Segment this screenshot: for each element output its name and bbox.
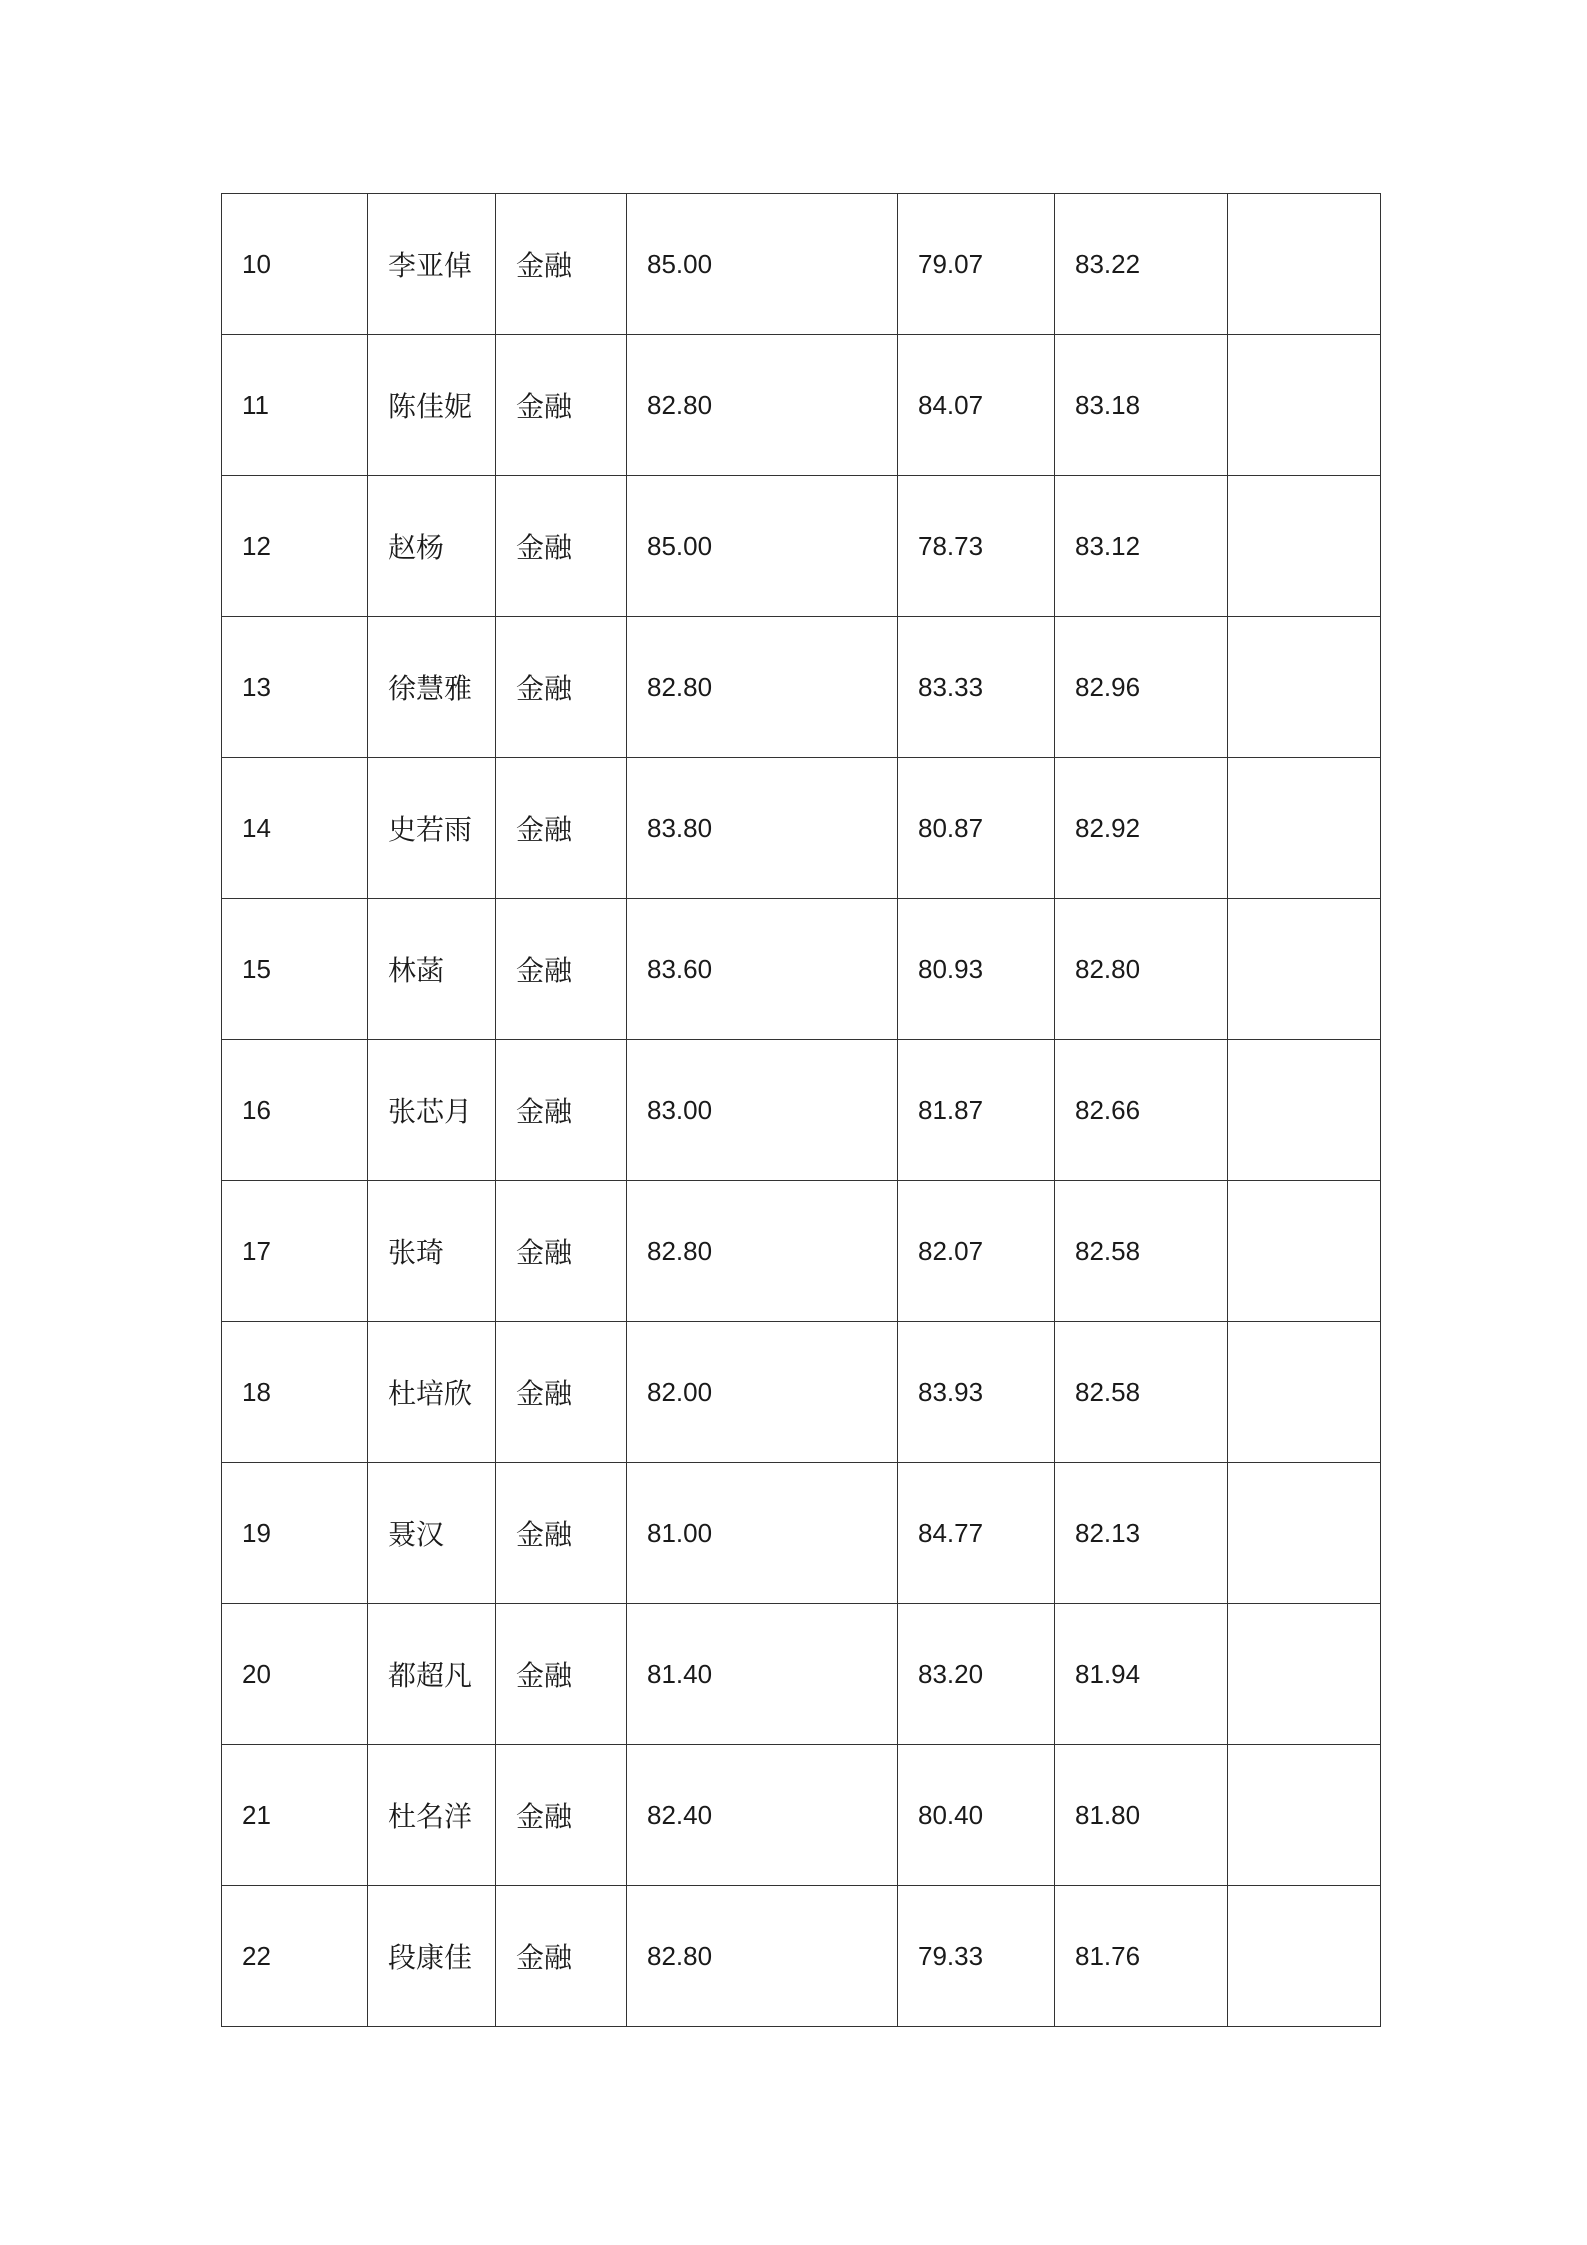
row-number-cell: 12 (222, 476, 368, 617)
interview-score-cell: 84.07 (898, 335, 1055, 476)
row-number-cell: 21 (222, 1745, 368, 1886)
name-cell: 李亚倬 (368, 194, 496, 335)
note-cell (1228, 194, 1381, 335)
name-cell: 段康佳 (368, 1886, 496, 2027)
interview-score-cell: 83.33 (898, 617, 1055, 758)
total-score-cell: 82.13 (1055, 1463, 1228, 1604)
interview-score-cell: 82.07 (898, 1181, 1055, 1322)
name-cell: 张芯月 (368, 1040, 496, 1181)
note-cell (1228, 1322, 1381, 1463)
row-number-cell: 18 (222, 1322, 368, 1463)
written-score-cell: 82.80 (627, 1886, 898, 2027)
total-score-cell: 81.76 (1055, 1886, 1228, 2027)
table-row (222, 1181, 1381, 1322)
name-cell: 陈佳妮 (368, 335, 496, 476)
note-cell (1228, 1886, 1381, 2027)
major-cell: 金融 (496, 194, 627, 335)
written-score-cell: 82.40 (627, 1745, 898, 1886)
name-cell: 张琦 (368, 1181, 496, 1322)
name-cell: 杜培欣 (368, 1322, 496, 1463)
note-cell (1228, 1463, 1381, 1604)
major-cell: 金融 (496, 1463, 627, 1604)
row-number-cell: 10 (222, 194, 368, 335)
total-score-cell: 81.80 (1055, 1745, 1228, 1886)
major-cell: 金融 (496, 1745, 627, 1886)
name-cell: 徐慧雅 (368, 617, 496, 758)
total-score-cell: 81.94 (1055, 1604, 1228, 1745)
table-row (222, 617, 1381, 758)
name-cell: 聂汉 (368, 1463, 496, 1604)
interview-score-cell: 83.20 (898, 1604, 1055, 1745)
major-cell: 金融 (496, 476, 627, 617)
table-row (222, 1040, 1381, 1181)
note-cell (1228, 1040, 1381, 1181)
written-score-cell: 81.40 (627, 1604, 898, 1745)
major-cell: 金融 (496, 1322, 627, 1463)
note-cell (1228, 335, 1381, 476)
major-cell: 金融 (496, 1181, 627, 1322)
row-number-cell: 11 (222, 335, 368, 476)
written-score-cell: 82.80 (627, 335, 898, 476)
major-cell: 金融 (496, 617, 627, 758)
row-number-cell: 13 (222, 617, 368, 758)
interview-score-cell: 79.07 (898, 194, 1055, 335)
note-cell (1228, 1181, 1381, 1322)
interview-score-cell: 84.77 (898, 1463, 1055, 1604)
total-score-cell: 83.22 (1055, 194, 1228, 335)
table-row (222, 1745, 1381, 1886)
interview-score-cell: 81.87 (898, 1040, 1055, 1181)
written-score-cell: 85.00 (627, 476, 898, 617)
table-row (222, 194, 1381, 335)
interview-score-cell: 78.73 (898, 476, 1055, 617)
written-score-cell: 83.80 (627, 758, 898, 899)
note-cell (1228, 1604, 1381, 1745)
score-table (221, 193, 1381, 2027)
table-row (222, 1322, 1381, 1463)
name-cell: 杜名洋 (368, 1745, 496, 1886)
row-number-cell: 14 (222, 758, 368, 899)
interview-score-cell: 83.93 (898, 1322, 1055, 1463)
written-score-cell: 83.60 (627, 899, 898, 1040)
table-row (222, 1463, 1381, 1604)
name-cell: 史若雨 (368, 758, 496, 899)
row-number-cell: 17 (222, 1181, 368, 1322)
major-cell: 金融 (496, 1604, 627, 1745)
interview-score-cell: 80.40 (898, 1745, 1055, 1886)
note-cell (1228, 617, 1381, 758)
note-cell (1228, 476, 1381, 617)
row-number-cell: 20 (222, 1604, 368, 1745)
table-row (222, 899, 1381, 1040)
row-number-cell: 22 (222, 1886, 368, 2027)
total-score-cell: 83.18 (1055, 335, 1228, 476)
table-row (222, 335, 1381, 476)
table-row (222, 1886, 1381, 2027)
total-score-cell: 82.66 (1055, 1040, 1228, 1181)
written-score-cell: 81.00 (627, 1463, 898, 1604)
note-cell (1228, 1745, 1381, 1886)
total-score-cell: 82.58 (1055, 1181, 1228, 1322)
name-cell: 赵杨 (368, 476, 496, 617)
table-row (222, 1604, 1381, 1745)
written-score-cell: 83.00 (627, 1040, 898, 1181)
total-score-cell: 82.92 (1055, 758, 1228, 899)
name-cell: 都超凡 (368, 1604, 496, 1745)
total-score-cell: 82.58 (1055, 1322, 1228, 1463)
written-score-cell: 82.80 (627, 1181, 898, 1322)
major-cell: 金融 (496, 758, 627, 899)
interview-score-cell: 80.87 (898, 758, 1055, 899)
written-score-cell: 82.00 (627, 1322, 898, 1463)
major-cell: 金融 (496, 1040, 627, 1181)
written-score-cell: 82.80 (627, 617, 898, 758)
interview-score-cell: 79.33 (898, 1886, 1055, 2027)
note-cell (1228, 758, 1381, 899)
name-cell: 林菡 (368, 899, 496, 1040)
row-number-cell: 16 (222, 1040, 368, 1181)
major-cell: 金融 (496, 335, 627, 476)
interview-score-cell: 80.93 (898, 899, 1055, 1040)
total-score-cell: 82.80 (1055, 899, 1228, 1040)
total-score-cell: 82.96 (1055, 617, 1228, 758)
row-number-cell: 19 (222, 1463, 368, 1604)
major-cell: 金融 (496, 1886, 627, 2027)
major-cell: 金融 (496, 899, 627, 1040)
table-row (222, 758, 1381, 899)
table-row (222, 476, 1381, 617)
row-number-cell: 15 (222, 899, 368, 1040)
table-body (222, 194, 1381, 2027)
note-cell (1228, 899, 1381, 1040)
written-score-cell: 85.00 (627, 194, 898, 335)
total-score-cell: 83.12 (1055, 476, 1228, 617)
